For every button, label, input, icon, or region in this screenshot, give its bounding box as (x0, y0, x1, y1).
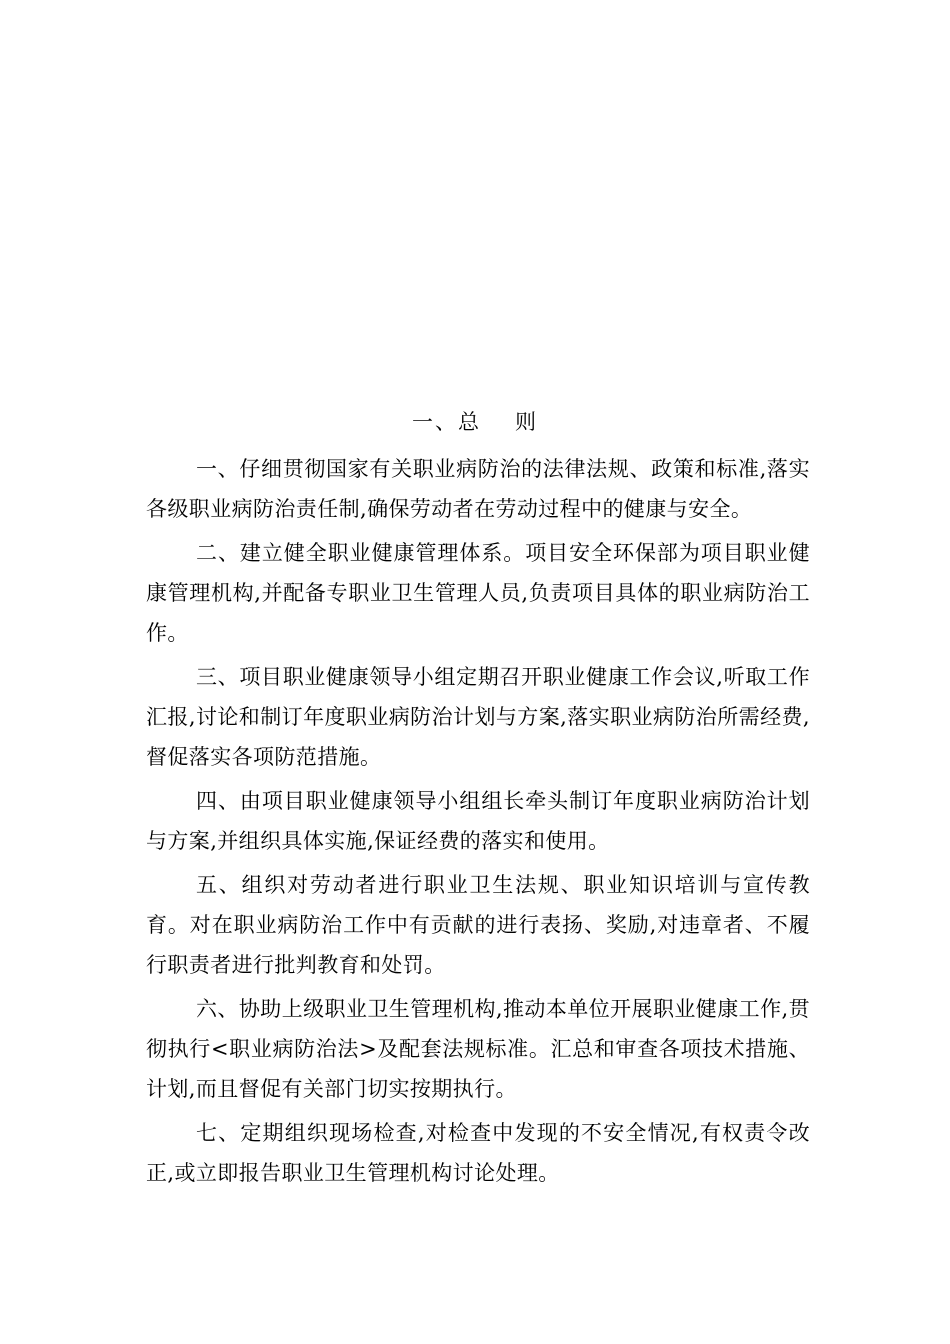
paragraph-4: 四、由项目职业健康领导小组组长牵头制订年度职业病防治计划与方案,并组织具体实施,保证经费的落实和使用。 (146, 789, 810, 853)
section-title-text: 则 (515, 410, 538, 434)
document-body (146, 449, 810, 1197)
paragraph-3: 三、项目职业健康领导小组定期召开职业健康工作会议,听取工作汇报,讨论和制订年度职业病防治计划与方案,落实职业病防治所需经费,督促落实各项防范措施。 (146, 665, 810, 769)
paragraph-2: 二、建立健全职业健康管理体系。项目安全环保部为项目职业健康管理机构,并配备专职业卫生管理人员,负责项目具体的职业病防治工作。 (146, 541, 810, 645)
section-title (0, 406, 950, 438)
paragraph-5: 五、组织对劳动者进行职业卫生法规、职业知识培训与宣传教育。对在职业病防治工作中有贡献的进行表扬、奖励,对违章者、不履行职责者进行批判教育和处罚。 (146, 873, 810, 977)
paragraph-7: 七、定期组织现场检查,对检查中发现的不安全情况,有权责令改正,或立即报告职业卫生管理机构讨论处理。 (146, 1121, 810, 1185)
paragraph-6: 六、协助上级职业卫生管理机构,推动本单位开展职业健康工作,贯彻执行<职业病防治法>及配套法规标准。汇总和审查各项技术措施、计划,而且督促有关部门切实按期执行。 (146, 997, 810, 1101)
section-title-number: 一、总 (412, 410, 481, 434)
paragraph-1: 一、仔细贯彻国家有关职业病防治的法律法规、政策和标准,落实各级职业病防治责任制,确保劳动者在劳动过程中的健康与安全。 (146, 457, 810, 521)
